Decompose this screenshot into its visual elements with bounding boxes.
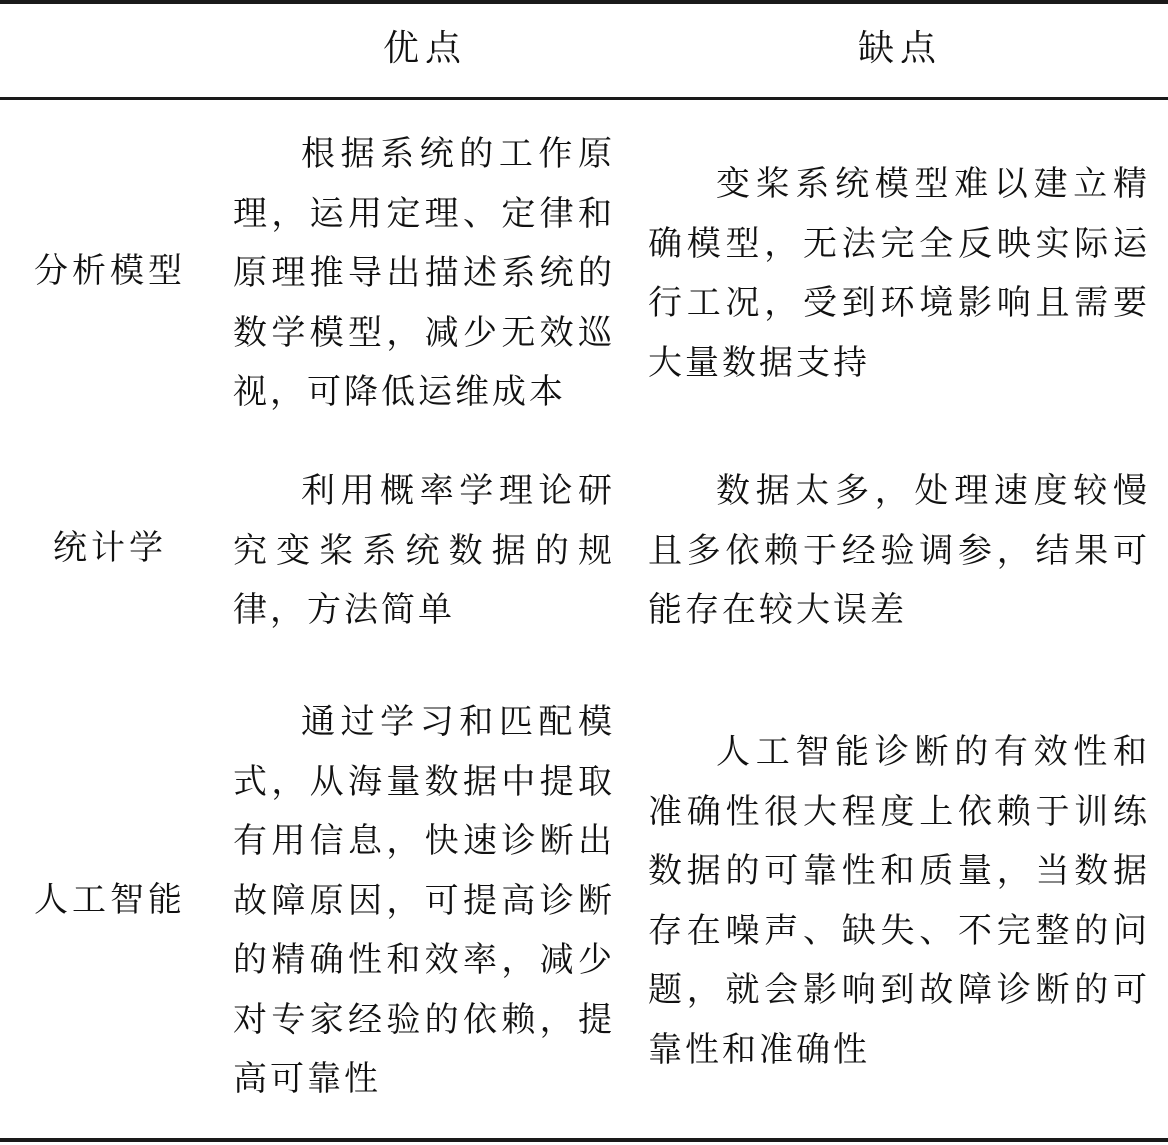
cell-pros-statistics: 利用概率学理论研究变桨系统数据的规律，方法简单 bbox=[233, 471, 615, 630]
row-label-artificial-intelligence: 人工智能 bbox=[34, 880, 186, 920]
cell-cons-statistics: 数据太多，处理速度较慢且多依赖于经验调参，结果可能存在较大误差 bbox=[648, 471, 1150, 630]
row-label-analytical-model: 分析模型 bbox=[34, 251, 186, 291]
row-label-statistics: 统计学 bbox=[53, 528, 167, 568]
header-pros: 优点 bbox=[382, 28, 467, 69]
cell-pros-analytical-model: 根据系统的工作原理，运用定理、定律和原理推导出描述系统的数学模型，减少无效巡视，可降低运维成本 bbox=[233, 134, 615, 412]
table-header-rule bbox=[0, 97, 1168, 100]
header-cons: 缺点 bbox=[857, 28, 942, 69]
cell-pros-artificial-intelligence: 通过学习和匹配模式，从海量数据中提取有用信息，快速诊断出故障原因，可提高诊断的精确性和效率，减少对专家经验的依赖，提高可靠性 bbox=[233, 702, 615, 1099]
cell-cons-analytical-model: 变桨系统模型难以建立精确模型，无法完全反映实际运行工况，受到环境影响且需要大量数据支持 bbox=[648, 164, 1150, 383]
table-bottom-rule bbox=[0, 1138, 1168, 1142]
cell-cons-artificial-intelligence: 人工智能诊断的有效性和准确性很大程度上依赖于训练数据的可靠性和质量，当数据存在噪声、缺失、不完整的问题，就会影响到故障诊断的可靠性和准确性 bbox=[648, 732, 1150, 1070]
table-top-rule bbox=[0, 0, 1168, 4]
